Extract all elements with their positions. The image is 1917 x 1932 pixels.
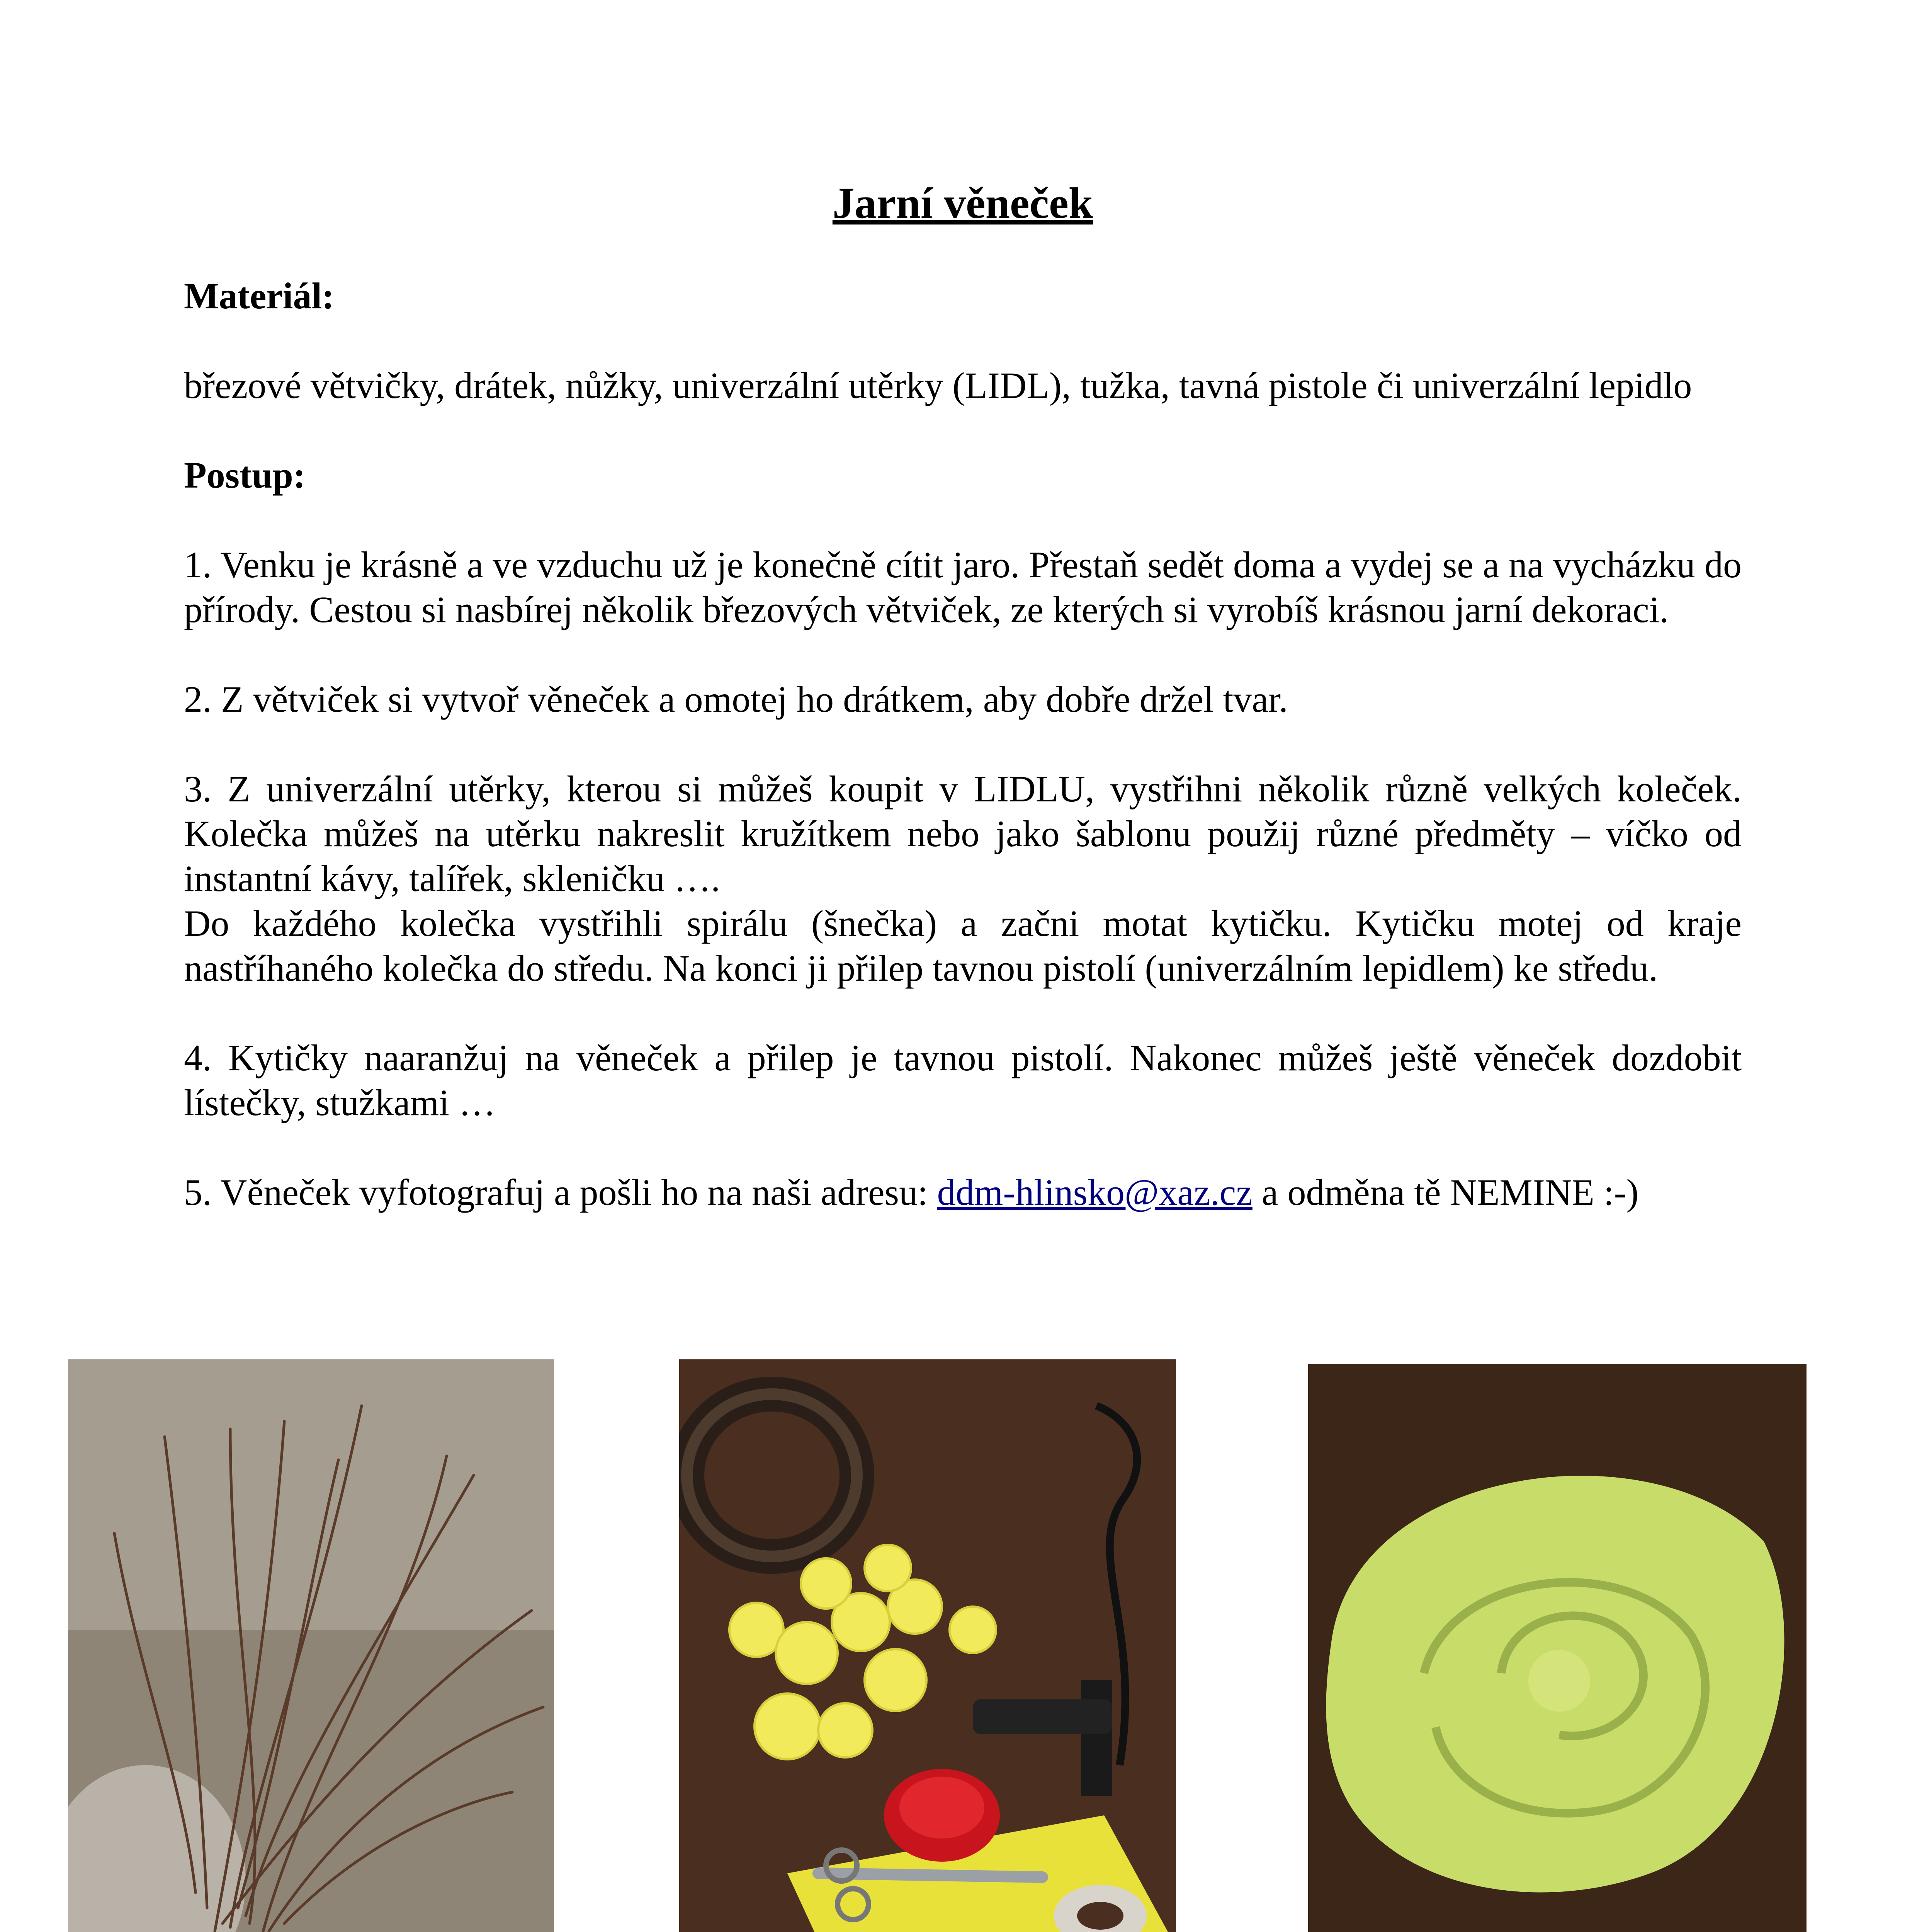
step-2: 2. Z větviček si vytvoř věneček a omotej ho drátkem, aby dobře držel tvar. (184, 679, 1288, 720)
page-title: Jarní věneček (832, 179, 1093, 228)
step-3a: 3. Z univerzální utěrky, kterou si můžeš koupit v LIDLU, vystřihni několik různě velkých koleček. Kolečka můžeš na utěrku nakreslit kružítkem nebo jako šablonu použij různé předměty – víčko od instantní kávy, talířek, skleničku …. (184, 768, 1742, 899)
step-3b: Do každého kolečka vystřihli spirálu (šnečka) a začni motat kytičku. Kytičku motej od kraje nastříhaného kolečka do středu. Na konci ji přilep tavnou pistolí (univerzálním lepidlem) ke středu. (184, 903, 1742, 989)
step-5-suffix: a odměna tě NEMINE :-) (1252, 1172, 1639, 1213)
photo-birch-twigs (68, 1359, 554, 1932)
material-heading: Materiál: (184, 275, 335, 316)
photo-spiral-cloth (1308, 1364, 1807, 1932)
photo-materials (679, 1359, 1176, 1932)
email-link[interactable]: ddm-hlinsko@xaz.cz (937, 1172, 1253, 1213)
document-body (184, 181, 1742, 1260)
procedure-heading: Postup: (184, 454, 306, 496)
step-1: 1. Venku je krásně a ve vzduchu už je konečně cítit jaro. Přestaň sedět doma a vydej se a na vycházku do přírody. Cestou si nasbírej několik březových větviček, ze kterých si vyrobíš krásnou jarní dekoraci. (184, 544, 1742, 630)
material-text: březové větvičky, drátek, nůžky, univerzální utěrky (LIDL), tužka, tavná pistole či univerzální lepidlo (184, 365, 1692, 406)
step-5-prefix: 5. Věneček vyfotografuj a pošli ho na naši adresu: (184, 1172, 937, 1213)
step-5 (184, 1170, 1742, 1215)
step-4: 4. Kytičky naaranžuj na věneček a přilep je tavnou pistolí. Nakonec můžeš ještě věneček dozdobit lístečky, stužkami … (184, 1037, 1742, 1123)
